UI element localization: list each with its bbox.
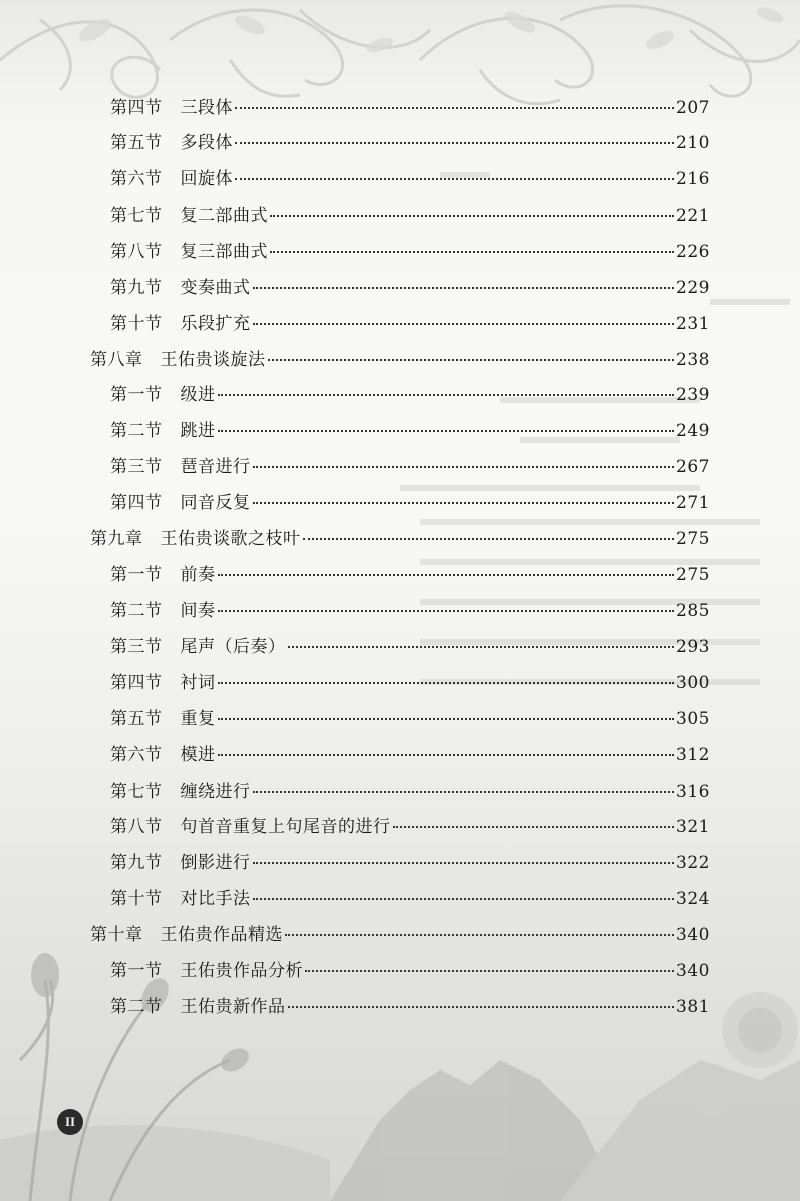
toc-entry[interactable] bbox=[110, 419, 710, 443]
toc-entry-page: 305 bbox=[676, 709, 710, 729]
toc-entry-number: 第六节 bbox=[110, 169, 163, 189]
dot-leader bbox=[270, 214, 674, 217]
toc-entry[interactable] bbox=[110, 995, 710, 1019]
toc-entry-title: 倒影进行 bbox=[180, 853, 251, 873]
toc-entry-page: 226 bbox=[676, 242, 710, 262]
toc-entry-title: 三段体 bbox=[180, 98, 233, 118]
toc-entry-number: 第九章 bbox=[90, 529, 143, 549]
toc-entry-page: 275 bbox=[676, 529, 710, 549]
toc-entry-title: 复三部曲式 bbox=[180, 242, 268, 262]
toc-entry-title: 对比手法 bbox=[180, 889, 251, 909]
toc-entry-title: 重复 bbox=[180, 709, 216, 729]
toc-entry-page: 321 bbox=[676, 817, 710, 837]
toc-entry-page: 324 bbox=[676, 889, 710, 909]
toc-entry-page: 275 bbox=[676, 565, 710, 585]
toc-entry-number: 第八节 bbox=[110, 817, 163, 837]
toc-entry-page: 229 bbox=[676, 278, 710, 298]
toc-entry-page: 238 bbox=[676, 350, 710, 370]
toc-entry-title: 衬词 bbox=[180, 673, 216, 693]
toc-chapter-entry[interactable] bbox=[90, 348, 710, 372]
toc-entry-title: 句首音重复上句尾音的进行 bbox=[180, 817, 391, 837]
toc-entry[interactable] bbox=[110, 959, 710, 983]
toc-entry-title: 王佑贵新作品 bbox=[180, 997, 286, 1017]
toc-entry-title: 变奏曲式 bbox=[180, 278, 251, 298]
toc-entry-number: 第四节 bbox=[110, 493, 163, 513]
toc-entry-number: 第一节 bbox=[110, 385, 163, 405]
dot-leader bbox=[253, 322, 675, 325]
toc-entry-title: 尾声（后奏） bbox=[180, 637, 286, 657]
toc-entry[interactable] bbox=[110, 96, 710, 120]
toc-chapter-entry[interactable] bbox=[90, 527, 710, 551]
toc-entry-number: 第二节 bbox=[110, 997, 163, 1017]
toc-entry[interactable] bbox=[110, 671, 710, 695]
toc-entry-title: 同音反复 bbox=[180, 493, 251, 513]
toc-entry-number: 第三节 bbox=[110, 457, 163, 477]
toc-entry-number: 第十章 bbox=[90, 925, 143, 945]
toc-entry-page: 210 bbox=[676, 133, 710, 153]
toc-entry[interactable] bbox=[110, 635, 710, 659]
toc-entry[interactable] bbox=[110, 815, 710, 839]
toc-entry[interactable] bbox=[110, 887, 710, 911]
toc-entry-number: 第九节 bbox=[110, 278, 163, 298]
dot-leader bbox=[218, 609, 675, 612]
toc-entry-number: 第五节 bbox=[110, 709, 163, 729]
toc-entry-page: 216 bbox=[676, 169, 710, 189]
toc-chapter-entry[interactable] bbox=[90, 923, 710, 947]
toc-entry-title: 王佑贵谈歌之枝叶 bbox=[160, 529, 301, 549]
toc-entry[interactable] bbox=[110, 276, 710, 300]
toc-entry-number: 第九节 bbox=[110, 853, 163, 873]
toc-entry[interactable] bbox=[110, 312, 710, 336]
toc-entry-page: 249 bbox=[676, 421, 710, 441]
toc-entry[interactable] bbox=[110, 240, 710, 264]
toc-entry-title: 王佑贵作品精选 bbox=[160, 925, 283, 945]
toc-entry[interactable] bbox=[110, 204, 710, 228]
toc-entry-number: 第十节 bbox=[110, 889, 163, 909]
dot-leader bbox=[218, 393, 675, 396]
toc-entry-title: 复二部曲式 bbox=[180, 206, 268, 226]
toc-entry-page: 271 bbox=[676, 493, 710, 513]
toc-entry[interactable] bbox=[110, 743, 710, 767]
dot-leader bbox=[303, 537, 675, 540]
toc-entry-page: 207 bbox=[676, 98, 710, 118]
toc-entry-page: 322 bbox=[676, 853, 710, 873]
toc-entry-page: 316 bbox=[676, 782, 710, 802]
toc-entry-number: 第七节 bbox=[110, 782, 163, 802]
toc-entry-number: 第六节 bbox=[110, 745, 163, 765]
page-number-badge: II bbox=[57, 1109, 83, 1135]
dot-leader bbox=[218, 573, 675, 576]
toc-entry-number: 第四节 bbox=[110, 673, 163, 693]
dot-leader bbox=[253, 897, 675, 900]
toc-entry-page: 267 bbox=[676, 457, 710, 477]
dot-leader bbox=[253, 465, 675, 468]
toc-entry-title: 王佑贵作品分析 bbox=[180, 961, 303, 981]
dot-leader bbox=[253, 861, 675, 864]
toc-entry-title: 跳进 bbox=[180, 421, 216, 441]
toc-entry-page: 300 bbox=[676, 673, 710, 693]
toc-entry-title: 间奏 bbox=[180, 601, 216, 621]
toc-entry-page: 381 bbox=[676, 997, 710, 1017]
dot-leader bbox=[268, 358, 675, 361]
dot-leader bbox=[288, 645, 675, 648]
toc-entry[interactable] bbox=[110, 131, 710, 155]
toc-entry-number: 第七节 bbox=[110, 206, 163, 226]
dot-leader bbox=[253, 790, 675, 793]
toc-entry-page: 285 bbox=[676, 601, 710, 621]
dot-leader bbox=[235, 106, 674, 109]
dot-leader bbox=[288, 1005, 675, 1008]
toc-entry-page: 293 bbox=[676, 637, 710, 657]
toc-entry[interactable] bbox=[110, 707, 710, 731]
toc-entry-title: 多段体 bbox=[180, 133, 233, 153]
toc-entry-title: 缠绕进行 bbox=[180, 782, 251, 802]
dot-leader bbox=[218, 429, 675, 432]
toc-entry-title: 级进 bbox=[180, 385, 216, 405]
toc-entry[interactable] bbox=[110, 851, 710, 875]
dot-leader bbox=[253, 501, 675, 504]
toc-entry-number: 第五节 bbox=[110, 133, 163, 153]
toc-entry[interactable] bbox=[110, 491, 710, 515]
toc-entry-title: 王佑贵谈旋法 bbox=[160, 350, 266, 370]
toc-entry-number: 第四节 bbox=[110, 98, 163, 118]
toc-entry-title: 乐段扩充 bbox=[180, 314, 251, 334]
toc-entry-page: 239 bbox=[676, 385, 710, 405]
dot-leader bbox=[393, 825, 675, 828]
dot-leader bbox=[218, 717, 675, 720]
toc-entry-number: 第一节 bbox=[110, 961, 163, 981]
dot-leader bbox=[235, 141, 674, 144]
toc-entry-number: 第十节 bbox=[110, 314, 163, 334]
toc-entry[interactable] bbox=[110, 167, 710, 191]
dot-leader bbox=[253, 286, 675, 289]
toc-entry[interactable] bbox=[110, 780, 710, 804]
toc-entry-page: 340 bbox=[676, 961, 710, 981]
toc-entry-number: 第八节 bbox=[110, 242, 163, 262]
toc-entry-number: 第三节 bbox=[110, 637, 163, 657]
toc-entry-number: 第八章 bbox=[90, 350, 143, 370]
toc-entry-page: 312 bbox=[676, 745, 710, 765]
toc-entry-page: 221 bbox=[676, 206, 710, 226]
dot-leader bbox=[305, 969, 674, 972]
toc-entry[interactable] bbox=[110, 383, 710, 407]
toc-entry-title: 前奏 bbox=[180, 565, 216, 585]
dot-leader bbox=[218, 681, 675, 684]
dot-leader bbox=[270, 250, 674, 253]
toc-entry[interactable] bbox=[110, 455, 710, 479]
toc-entry[interactable] bbox=[110, 563, 710, 587]
toc-entry-number: 第二节 bbox=[110, 421, 163, 441]
toc-entry-title: 模进 bbox=[180, 745, 216, 765]
toc-entry[interactable] bbox=[110, 599, 710, 623]
toc-entry-number: 第一节 bbox=[110, 565, 163, 585]
toc-entry-title: 回旋体 bbox=[180, 169, 233, 189]
toc-entry-number: 第二节 bbox=[110, 601, 163, 621]
dot-leader bbox=[285, 933, 674, 936]
dot-leader bbox=[235, 177, 674, 180]
toc-entry-page: 231 bbox=[676, 314, 710, 334]
toc-entry-title: 琶音进行 bbox=[180, 457, 251, 477]
toc-entry-page: 340 bbox=[676, 925, 710, 945]
dot-leader bbox=[218, 753, 675, 756]
